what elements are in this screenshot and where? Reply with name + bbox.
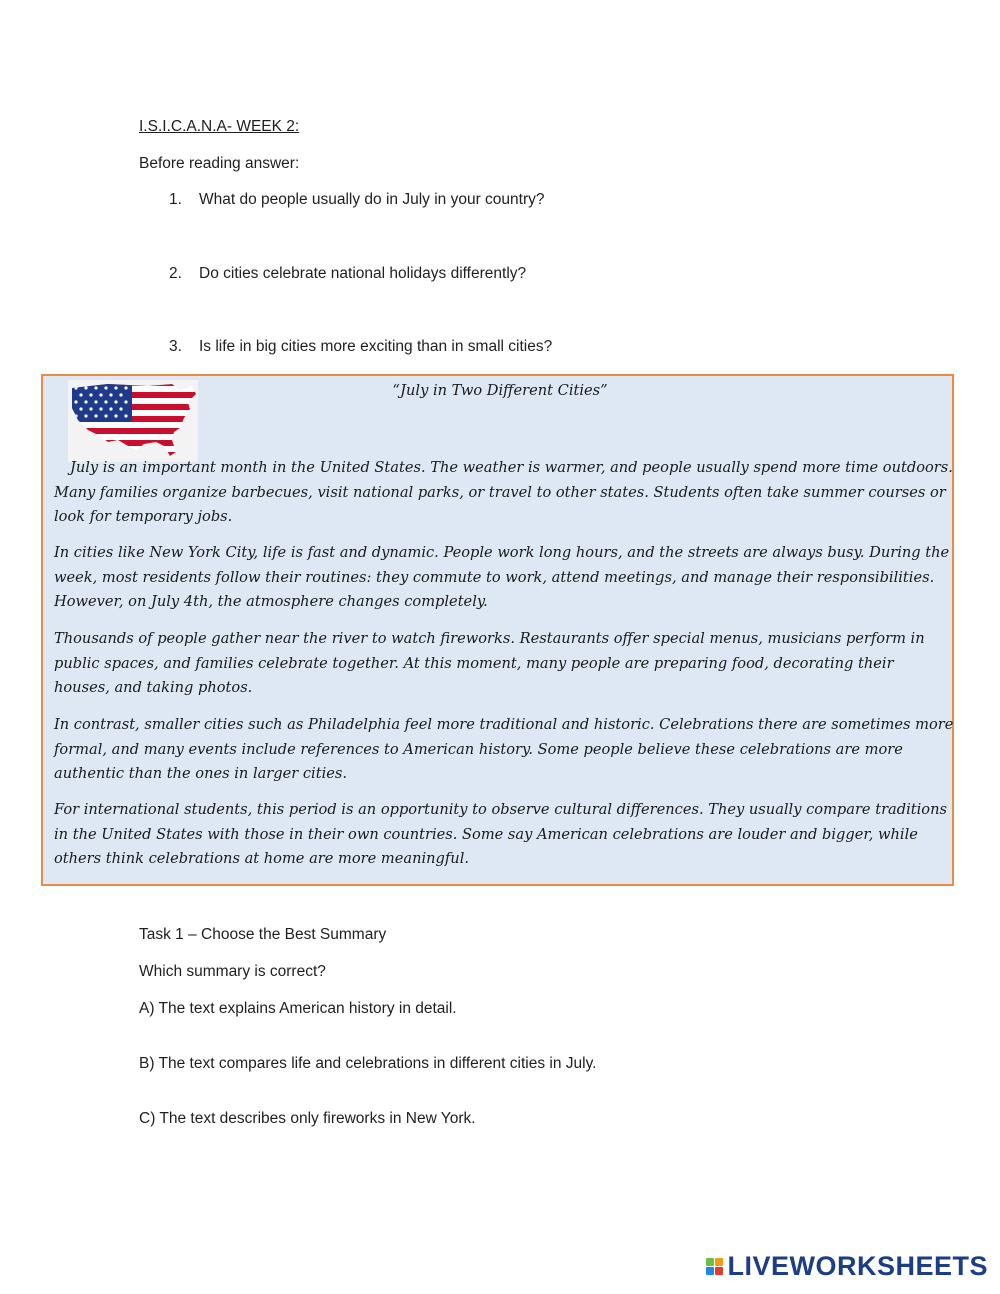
reading-paragraph-3: Thousands of people gather near the river to watch fireworks. Restaurants offer special menus, musicians perform in public spaces, and families celebrate together. At this moment, many people are preparing food, decorating their houses, and taking photos.: [54, 630, 925, 696]
question-1: [169, 191, 545, 209]
question-3: [169, 338, 552, 356]
liveworksheets-logo[interactable]: [706, 1251, 988, 1282]
pre-reading-instruction: Before reading answer:: [139, 155, 300, 172]
question-text: Is life in big cities more exciting than in small cities?: [199, 338, 553, 355]
reading-paragraph-4: In contrast, smaller cities such as Philadelphia feel more traditional and historic. Celebrations there are sometimes more formal, and many events include references to American history. Some people believe these celebrations are more authentic than the ones in larger cities.: [54, 716, 954, 782]
reading-paragraph-1: July is an important month in the United States. The weather is warmer, and people usually spend more time outdoors. Many families organize barbecues, visit national parks, or travel to other states. Students often take summer courses or look for temporary jobs.: [54, 459, 953, 525]
task-1-option-a[interactable]: A) The text explains American history in detail.: [139, 1000, 457, 1017]
question-text: What do people usually do in July in your country?: [199, 191, 545, 208]
task-1-option-c[interactable]: C) The text describes only fireworks in New York.: [139, 1110, 476, 1127]
question-number: 3.: [169, 338, 182, 355]
task-1-title: Task 1 – Choose the Best Summary: [139, 926, 387, 943]
reading-paragraph-5: For international students, this period is an opportunity to observe cultural differences. They usually compare traditions in the United States with those in their own countries. Some say American celebrations are louder and bigger, while others think celebrations at home are more meaningful.: [54, 801, 947, 867]
reading-paragraph-2: In cities like New York City, life is fast and dynamic. People work long hours, and the streets are always busy. During the week, most residents follow their routines: they commute to work, attend meetings, and manage their responsibilities. However, on July 4th, the atmosphere changes completely.: [54, 544, 950, 610]
question-text: Do cities celebrate national holidays differently?: [199, 265, 527, 282]
task-1-prompt: Which summary is correct?: [139, 963, 326, 980]
worksheet-title: I.S.I.C.A.N.A- WEEK 2:: [139, 118, 300, 135]
task-1-option-b[interactable]: B) The text compares life and celebrations in different cities in July.: [139, 1055, 597, 1072]
reading-title: “July in Two Different Cities”: [392, 382, 608, 399]
liveworksheets-logo-text: LIVEWORKSHEETS: [727, 1251, 988, 1281]
question-number: 2.: [169, 265, 182, 282]
question-number: 1.: [169, 191, 182, 208]
question-2: [169, 265, 526, 283]
liveworksheets-blocks-icon: [706, 1258, 723, 1275]
